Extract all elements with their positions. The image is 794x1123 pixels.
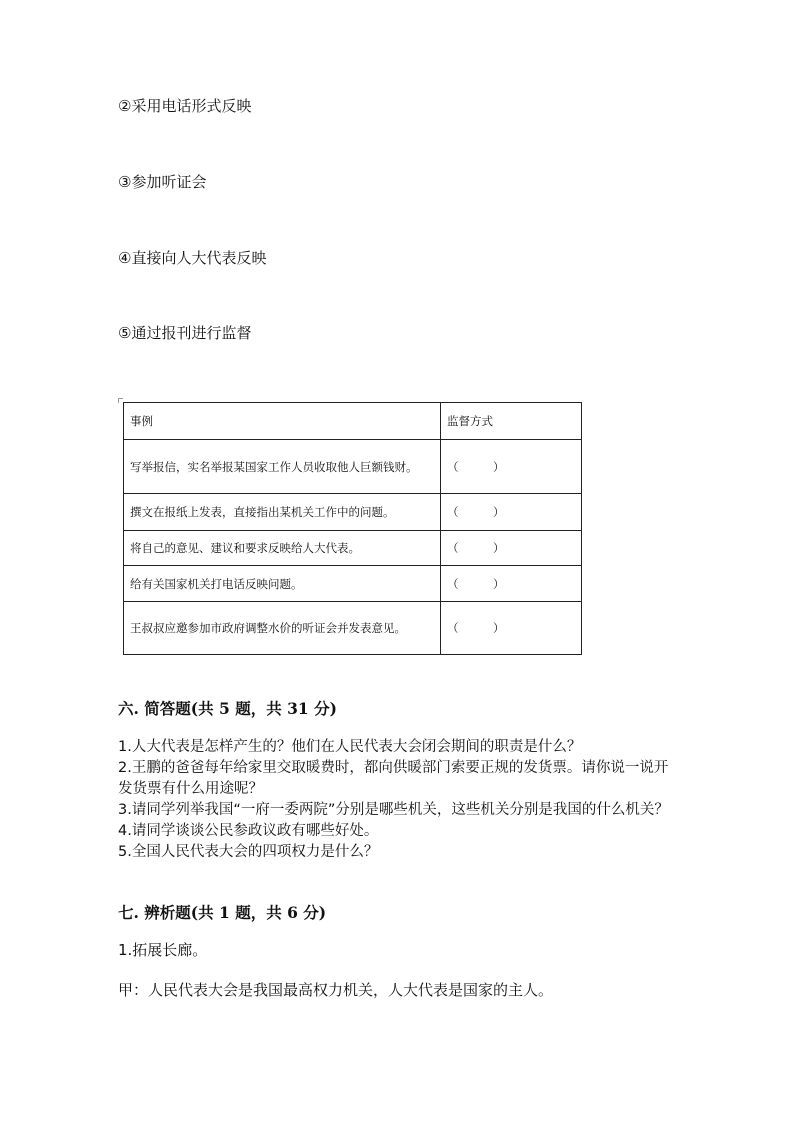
table-row bbox=[124, 531, 582, 566]
option-3: ③参加听证会 bbox=[118, 173, 207, 191]
answer-cell[interactable]: （ ） bbox=[441, 440, 582, 494]
table-row bbox=[124, 440, 582, 494]
answer-cell[interactable]: （ ） bbox=[441, 531, 582, 566]
answer-cell[interactable]: （ ） bbox=[441, 566, 582, 602]
table-row bbox=[124, 494, 582, 531]
short-answer-questions bbox=[118, 737, 678, 863]
question-item: 3.请同学列举我国“一府一委两院”分别是哪些机关，这些机关分别是我国的什么机关？ bbox=[118, 802, 669, 818]
option-4: ④直接向人大代表反映 bbox=[118, 249, 267, 267]
case-cell: 撰文在报纸上发表，直接指出某机关工作中的问题。 bbox=[124, 494, 441, 531]
option-5: ⑤通过报刊进行监督 bbox=[118, 324, 252, 342]
section-6-title: 六. 简答题(共 5 题，共 31 分) bbox=[118, 699, 337, 718]
table-header-row bbox=[124, 403, 582, 440]
answer-cell[interactable]: （ ） bbox=[441, 602, 582, 655]
supervision-table bbox=[123, 402, 582, 655]
option-2: ②采用电话形式反映 bbox=[118, 97, 252, 115]
case-cell: 给有关国家机关打电话反映问题。 bbox=[124, 566, 441, 602]
question-item: 2.王鹏的爸爸每年给家里交取暖费时，都向供暖部门索要正规的发货票。请你说一说开发货票有什么用途呢？ bbox=[118, 760, 669, 797]
statement-text: 甲：人民代表大会是我国最高权力机关，人大代表是国家的主人。 bbox=[118, 981, 554, 999]
table-row bbox=[124, 566, 582, 602]
question-item: 1.拓展长廊。 bbox=[118, 941, 208, 959]
header-case: 事例 bbox=[124, 403, 441, 440]
case-cell: 将自己的意见、建议和要求反映给人大代表。 bbox=[124, 531, 441, 566]
case-cell: 写举报信，实名举报某国家工作人员收取他人巨额钱财。 bbox=[124, 440, 441, 494]
table-row bbox=[124, 602, 582, 655]
section-7-title: 七. 辨析题(共 1 题，共 6 分) bbox=[118, 903, 327, 922]
question-item: 4.请同学谈谈公民参政议政有哪些好处。 bbox=[118, 823, 379, 839]
answer-cell[interactable]: （ ） bbox=[441, 494, 582, 531]
question-item: 1.人大代表是怎样产生的？他们在人民代表大会闭会期间的职责是什么？ bbox=[118, 739, 582, 755]
header-method: 监督方式 bbox=[441, 403, 582, 440]
case-cell: 王叔叔应邀参加市政府调整水价的听证会并发表意见。 bbox=[124, 602, 441, 655]
question-item: 5.全国人民代表大会的四项权力是什么？ bbox=[118, 844, 379, 860]
